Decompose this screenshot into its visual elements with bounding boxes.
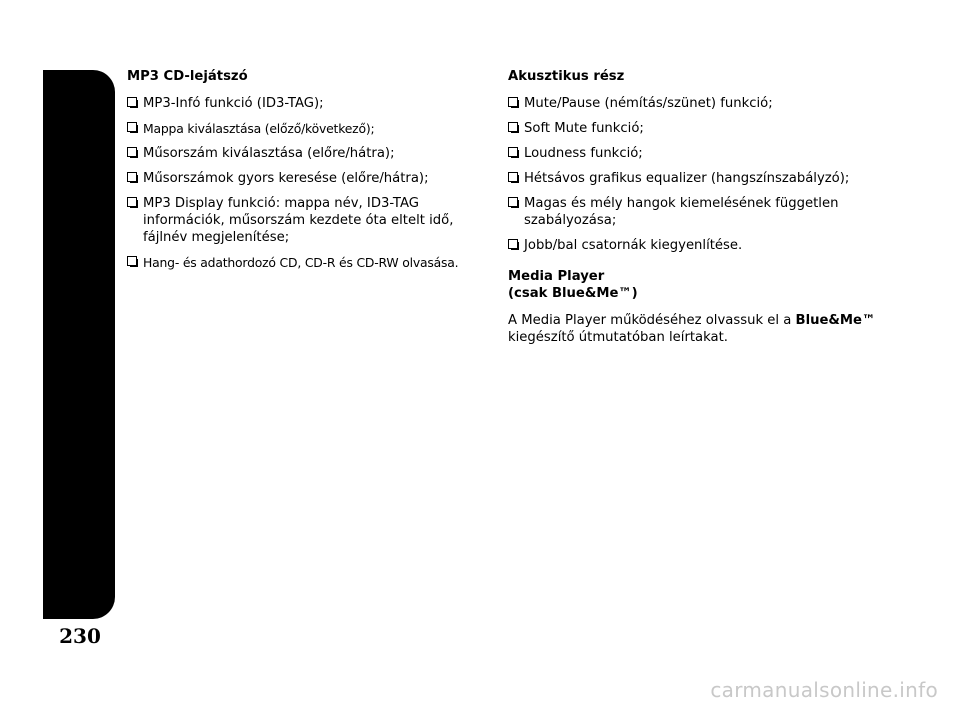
acoustic-feature-list xyxy=(508,95,888,254)
checkbox-bullet-icon xyxy=(127,147,137,157)
checkbox-bullet-icon xyxy=(508,147,518,157)
checkbox-bullet-icon xyxy=(508,239,518,249)
media-player-paragraph xyxy=(508,312,888,346)
checkbox-bullet-icon xyxy=(127,256,137,266)
list-item xyxy=(508,237,888,254)
checkbox-bullet-icon xyxy=(508,197,518,207)
checkbox-bullet-icon xyxy=(508,122,518,132)
checkbox-bullet-icon xyxy=(508,172,518,182)
section-heading-acoustic: Akusztikus rész xyxy=(508,69,625,84)
paragraph-text: kiegészítő útmutatóban leírtakat. xyxy=(508,330,728,345)
checkbox-bullet-icon xyxy=(127,122,137,132)
page-number: 230 xyxy=(59,624,101,648)
list-item xyxy=(508,195,888,229)
watermark: carmanualsonline.info xyxy=(710,678,938,702)
list-item xyxy=(127,170,472,187)
list-item-text: Mappa kiválasztása (előző/következő); xyxy=(143,121,375,136)
list-item-text: MP3-Infó funkció (ID3-TAG); xyxy=(143,96,324,111)
section-heading-media-player: Media Player xyxy=(508,269,605,284)
list-item xyxy=(127,95,472,112)
side-tab-label: AUTÓRÁDIÓ xyxy=(116,374,128,446)
list-item-text: Jobb/bal csatornák kiegyenlítése. xyxy=(524,238,743,253)
list-item xyxy=(127,145,472,162)
checkbox-bullet-icon xyxy=(127,197,137,207)
list-item-text: Műsorszámok gyors keresése (előre/hátra); xyxy=(143,171,429,186)
list-item-text: Hétsávos grafikus equalizer (hangszínszabályzó); xyxy=(524,171,850,186)
list-item xyxy=(127,254,472,271)
right-column xyxy=(508,68,888,346)
list-item xyxy=(508,120,888,137)
brand-name: Blue&Me™ xyxy=(795,313,876,328)
list-item xyxy=(508,145,888,162)
checkbox-bullet-icon xyxy=(127,97,137,107)
list-item-text: Magas és mély hangok kiemelésének független szabályozása; xyxy=(524,196,839,228)
list-item-text: Hang- és adathordozó CD, CD-R és CD-RW olvasása. xyxy=(143,255,459,270)
list-item-text: Loudness funkció; xyxy=(524,146,643,161)
list-item xyxy=(127,120,472,137)
section-heading-mp3: MP3 CD-lejátszó xyxy=(127,69,248,84)
list-item-text: Mute/Pause (némítás/szünet) funkció; xyxy=(524,96,773,111)
list-item xyxy=(508,95,888,112)
list-item xyxy=(508,170,888,187)
mp3-feature-list xyxy=(127,95,472,271)
checkbox-bullet-icon xyxy=(508,97,518,107)
media-player-section xyxy=(508,268,888,346)
section-subheading-media-player: (csak Blue&Me™) xyxy=(508,286,638,301)
left-column xyxy=(127,68,472,279)
list-item xyxy=(127,195,472,246)
list-item-text: Soft Mute funkció; xyxy=(524,121,644,136)
list-item-text: Műsorszám kiválasztása (előre/hátra); xyxy=(143,146,395,161)
paragraph-text: A Media Player működéséhez olvassuk el a xyxy=(508,313,796,328)
checkbox-bullet-icon xyxy=(127,172,137,182)
side-tab xyxy=(43,70,128,619)
list-item-text: MP3 Display funkció: mappa név, ID3-TAG információk, műsorszám kezdete óta eltelt idő, fájlnév megjelenítése; xyxy=(143,196,454,245)
